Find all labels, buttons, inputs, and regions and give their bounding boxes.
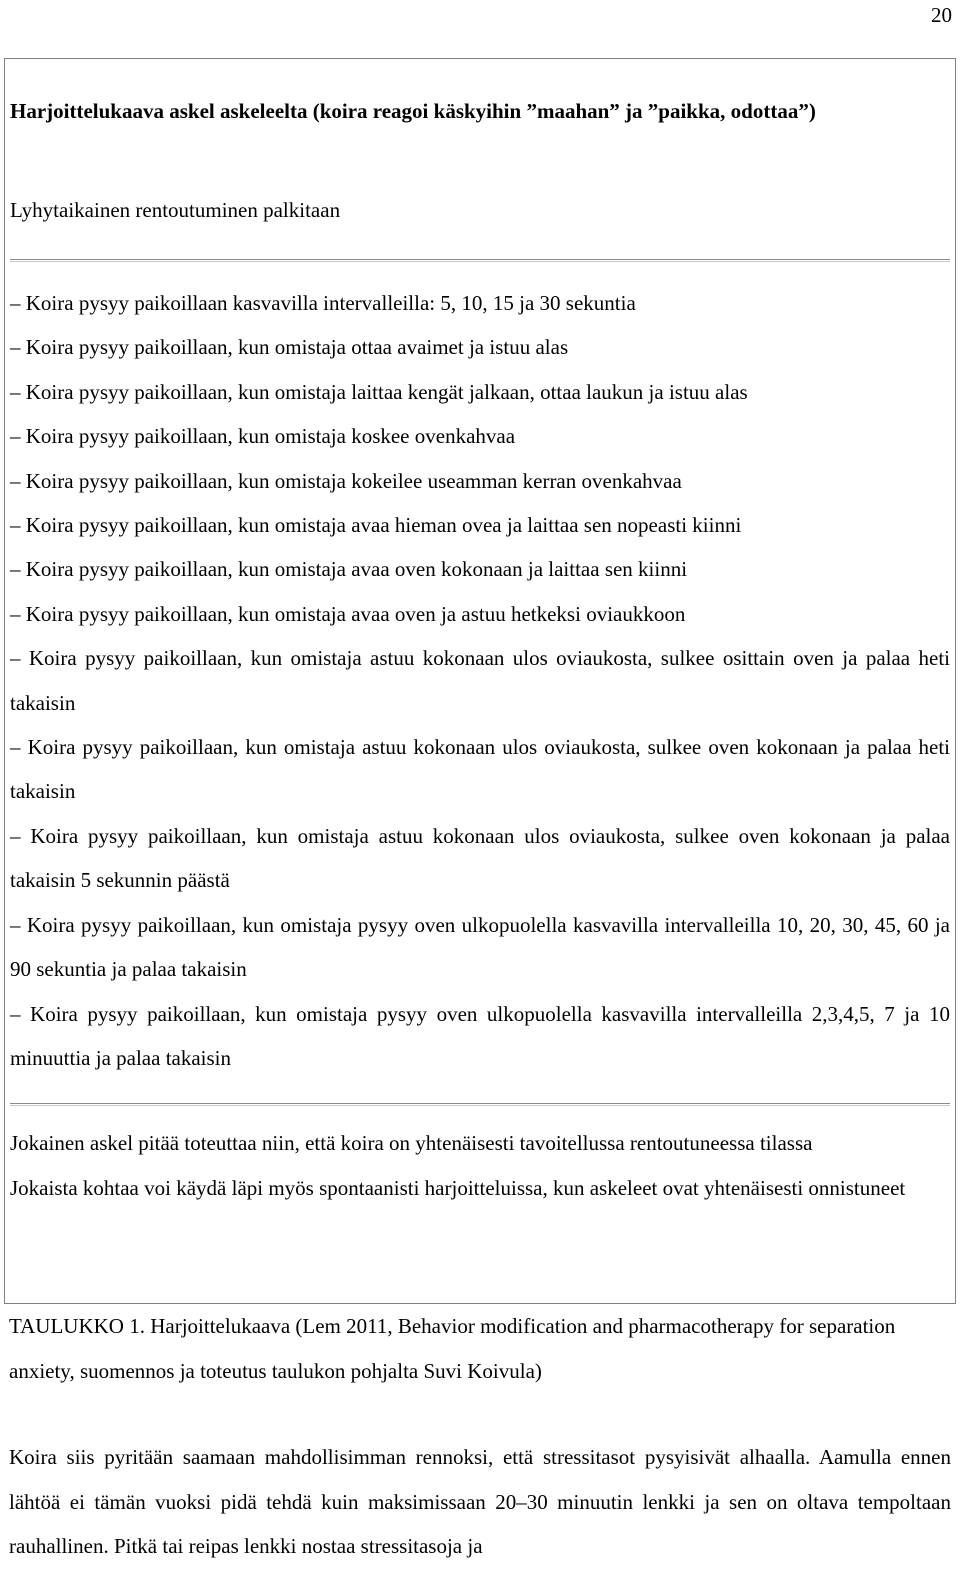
table-notes <box>10 1121 950 1210</box>
table-subtitle: Lyhytaikainen rentoutuminen palkitaan <box>10 198 341 222</box>
step-item: – Koira pysyy paikoillaan, kun omistaja pysyy oven ulkopuolella kasvavilla intervalleilla 2,3,4,5, 7 ja 10 minuuttia ja palaa takaisin <box>10 1001 950 1070</box>
table-title: Harjoittelukaava askel askeleelta (koira reagoi käskyihin ”maahan” ja ”paikka, odottaa”) <box>10 99 816 123</box>
step-item: – Koira pysyy paikoillaan, kun omistaja pysyy oven ulkopuolella kasvavilla intervalleilla 10, 20, 30, 45, 60 ja 90 sekuntia ja palaa takaisin <box>10 912 950 982</box>
step-item: – Koira pysyy paikoillaan, kun omistaja kokeilee useamman kerran ovenkahvaa <box>10 468 682 493</box>
step-item: – Koira pysyy paikoillaan, kun omistaja avaa hieman ovea ja laittaa sen nopeasti kiinni <box>10 513 742 538</box>
body-paragraph: Koira siis pyritään saamaan mahdollisimman rennoksi, että stressitasot pysyisivät alhaalla. Aamulla ennen lähtöä ei tämän vuoksi pidä tehdä kuin maksimissaan 20–30 minuutin lenkki ja sen on oltava tempoltaan rauhallinen. Pitkä tai reipas lenkki nostaa stressitasoja ja <box>9 1445 951 1558</box>
note-item: Jokaista kohtaa voi käydä läpi myös spontaanisti harjoitteluissa, kun askeleet ovat yhtenäisesti onnistuneet <box>10 1175 906 1200</box>
step-item: – Koira pysyy paikoillaan, kun omistaja koskee ovenkahvaa <box>10 424 516 449</box>
note-item: Jokainen askel pitää toteuttaa niin, että koira on yhtenäisesti tavoitellussa rentoutuneessa tilassa <box>10 1131 813 1155</box>
step-item: – Koira pysyy paikoillaan, kun omistaja avaa oven ja astuu hetkeksi oviaukkoon <box>10 601 686 626</box>
step-item: – Koira pysyy paikoillaan, kun omistaja astuu kokonaan ulos oviaukosta, sulkee osittain oven ja palaa heti takaisin <box>10 646 950 715</box>
step-item: – Koira pysyy paikoillaan kasvavilla intervalleilla: 5, 10, 15 ja 30 sekuntia <box>10 291 636 315</box>
step-item: – Koira pysyy paikoillaan, kun omistaja ottaa avaimet ja istuu alas <box>10 335 569 360</box>
step-list <box>10 281 950 1080</box>
divider-top <box>10 259 950 262</box>
divider-bottom <box>10 1103 950 1106</box>
step-item: – Koira pysyy paikoillaan, kun omistaja laittaa kengät jalkaan, ottaa laukun ja istuu alas <box>10 379 748 404</box>
step-item: – Koira pysyy paikoillaan, kun omistaja avaa oven kokonaan ja laittaa sen kiinni <box>10 557 688 582</box>
step-item: – Koira pysyy paikoillaan, kun omistaja astuu kokonaan ulos oviaukosta, sulkee oven kokonaan ja palaa takaisin 5 sekunnin päästä <box>10 823 950 893</box>
table-caption: TAULUKKO 1. Harjoittelukaava (Lem 2011, Behavior modification and pharmacotherapy for separation anxiety, suomennos ja toteutus taulukon pohjalta Suvi Koivula) <box>9 1314 896 1383</box>
step-item: – Koira pysyy paikoillaan, kun omistaja astuu kokonaan ulos oviaukosta, sulkee oven kokonaan ja palaa heti takaisin <box>10 735 950 804</box>
training-plan-table <box>4 58 956 1304</box>
page-number: 20 <box>931 3 952 27</box>
